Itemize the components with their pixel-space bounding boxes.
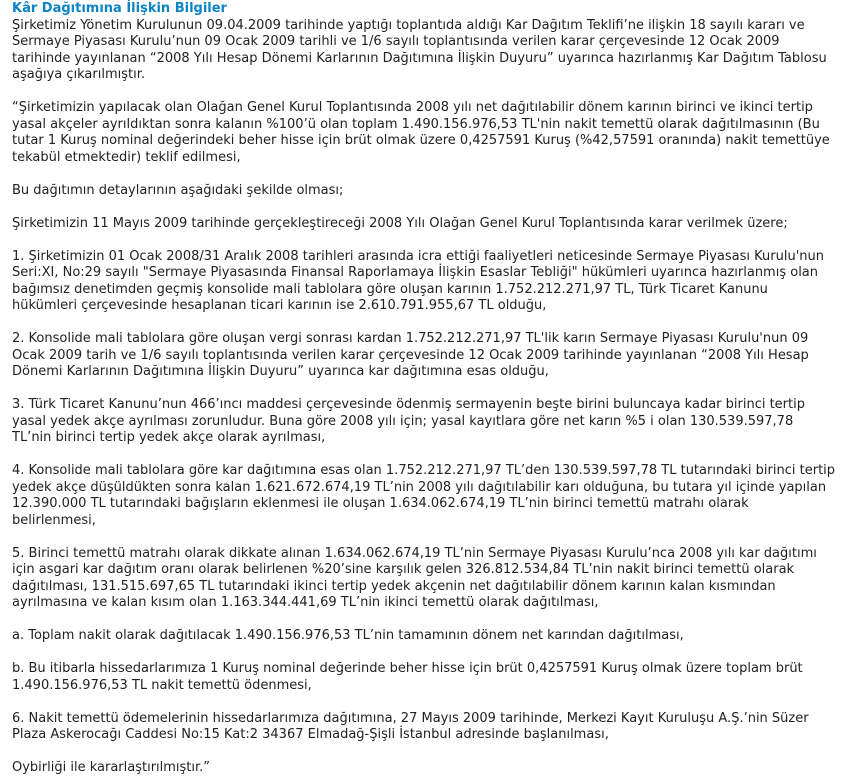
closing-paragraph: Oybirliği ile kararlaştırılmıştır.”	[12, 760, 211, 775]
item-a-paragraph: a. Toplam nakit olarak dağıtılacak 1.490.156.976,53 TL’nin tamamının dönem net karından dağıtılması,	[12, 628, 684, 643]
item-b-paragraph: b. Bu itibarla hissedarlarımıza 1 Kuruş nominal değerinde beher hisse için brüt 0,4257591 Kuruş olmak üzere toplam brüt 1.490.156.976,53 TL nakit temettü ödenmesi,	[12, 661, 803, 693]
item-4-paragraph: 4. Konsolide mali tablolara göre kar dağıtımına esas olan 1.752.212.271,97 TL’den 130.539.597,78 TL tutarındaki birinci tertip yedek akçe düşüldükten sonra kalan 1.621.672.674,19 TL’nin 2008 yılı dağıtılabilir karı olduğuna, bu tutara yıl içinde yapılan 12.390.000 TL tutarındaki bağışların eklenmesi ile oluşan 1.634.062.674,19 TL’nin birinci temettü matrahı olarak belirlenmesi,	[12, 463, 836, 528]
item-5-paragraph: 5. Birinci temettü matrahı olarak dikkate alınan 1.634.062.674,19 TL’nin Sermaye Piyasası Kurulu’nca 2008 yılı kar dağıtımı için asgari kar dağıtım oranı olarak belirlenen %20’sine karşılık gelen 326.812.534,84 TL’nin nakit birinci temettü olarak dağıtılması, 131.515.697,65 TL tutarındaki ikinci tertip yedek akçenin net dağıtılabilir dönem karının kalan kısmından ayrılmasına ve kalan kısım olan 1.163.344.441,69 TL’nin ikinci temettü olarak dağıtılması,	[12, 545, 817, 610]
proposal-paragraph: “Şirketimizin yapılacak olan Olağan Genel Kurul Toplantısında 2008 yılı net dağıtılabilir dönem karının birinci ve ikinci tertip yasal akçeler ayrıldıktan sonra kalanın %100’ü olan toplam 1.490.156.976,53 TL'nin nakit temettü olarak dağıtılmasının (Bu tutar 1 Kuruş nominal değerindeki beher hisse için brüt olmak üzere 0,4257591 Kuruş (%42,57591 oranında) nakit temettüye tekabül etmektedir) teklif edilmesi,	[12, 100, 830, 165]
general-assembly-paragraph: Şirketimizin 11 Mayıs 2009 tarihinde gerçekleştireceği 2008 Yılı Olağan Genel Kurul Toplantısında karar verilmek üzere;	[12, 215, 788, 231]
item-3-paragraph: 3. Türk Ticaret Kanunu’nun 466’ıncı maddesi çerçevesinde ödenmiş sermayenin beşte birini buluncaya kadar birinci tertip yasal yedek akçe ayrılması zorunludur. Buna göre 2008 yılı için; yasal kayıtlara göre net karın %5 i olan 130.539.597,78 TL’nin birinci tertip yedek akçe olarak ayrılması,	[12, 397, 805, 445]
item-2-paragraph: 2. Konsolide mali tablolara göre oluşan vergi sonrası kardan 1.752.212.271,97 TL'lik karın Sermaye Piyasası Kurulu'nun 09 Ocak 2009 tarih ve 1/6 sayılı toplantısında verilen karar çerçevesinde 12 Ocak 2009 tarihinde yayınlanan “2008 Yılı Hesap Dönemi Karlarının Dağıtımına İlişkin Duyuru” uyarınca kar dağıtımına esas olduğu,	[12, 331, 809, 379]
distribution-details-paragraph: Bu dağıtımın detaylarının aşağıdaki şekilde olması;	[12, 182, 344, 198]
item-1-paragraph: 1. Şirketimizin 01 Ocak 2008/31 Aralık 2008 tarihleri arasında icra ettiği faaliyetleri neticesinde Sermaye Piyasası Kurulu'nun Seri:XI, No:29 sayılı "Sermaye Piyasasında Finansal Raporlamaya İlişkin Esaslar Tebliği" hükümleri uyarınca hazırlanmış olan bağımsız denetimden geçmiş konsolide mali tablolara göre oluşan karının 1.752.212.271,97 TL, Türk Ticaret Kanunu hükümleri çerçevesinde hesaplanan ticari karının ise 2.610.791.955,67 TL olduğu,	[12, 248, 824, 313]
intro-paragraph: Şirketimiz Yönetim Kurulunun 09.04.2009 tarihinde yaptığı toplantıda aldığı Kar Dağıtım Teklifi’ne ilişkin 18 sayılı kararı ve Sermaye Piyasası Kurulu’nun 09 Ocak 2009 tarihli ve 1/6 sayılı toplantısında verilen karar çerçevesinde 12 Ocak 2009 tarihinde yayınlanan “2008 Yılı Hesap Dönemi Karlarının Dağıtımına İlişkin Duyuru” uyarınca hazırlanmış Kar Dağıtım Tablosu aşağıya çıkarılmıştır.	[12, 17, 827, 82]
document-heading: Kâr Dağıtımına İlişkin Bilgiler	[12, 1, 227, 16]
item-6-paragraph: 6. Nakit temettü ödemelerinin hissedarlarımıza dağıtımına, 27 Mayıs 2009 tarihinde, Merkezi Kayıt Kuruluşu A.Ş.’nin Süzer Plaza Askerocağı Caddesi No:15 Kat:2 34367 Elmadağ-Şişli İstanbul adresinde başlanılması,	[12, 710, 809, 742]
